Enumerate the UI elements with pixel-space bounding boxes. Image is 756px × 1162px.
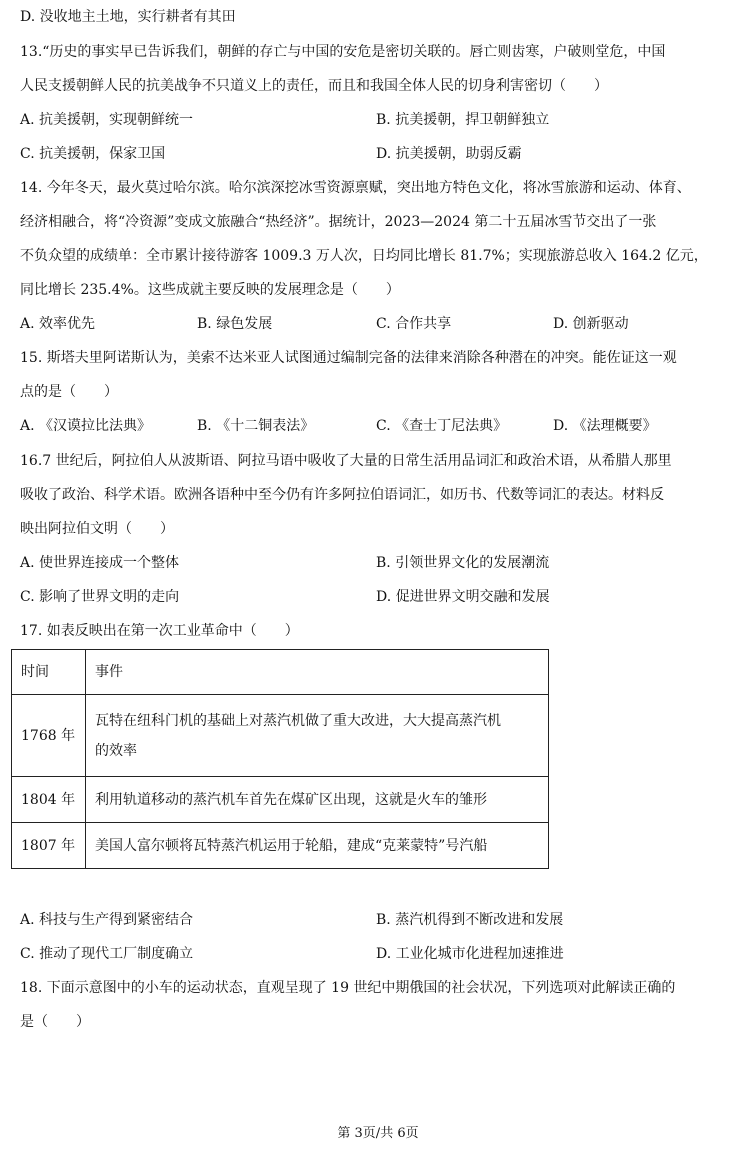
q13-stem-line-1: 13.“历史的事实早已告诉我们，朝鲜的存亡与中国的安危是密切关联的。唇亡则齿寒，户破则堂危，中国 — [20, 44, 666, 60]
table-header-event: 事件 — [86, 650, 549, 695]
page-number: 第 3页/共 6页 — [337, 1126, 419, 1141]
q16-option-d: D. 促进世界文明交融和发展 — [376, 589, 550, 605]
q15-option-d: D. 《法理概要》 — [553, 418, 657, 434]
q17-option-c: C. 推动了现代工厂制度确立 — [20, 946, 194, 962]
q13-option-c: C. 抗美援朝，保家卫国 — [20, 146, 166, 162]
table-cell-event: 美国人富尔顿将瓦特蒸汽机运用于轮船，建成“克莱蒙特”号汽船 — [86, 823, 549, 869]
q14-option-a: A. 效率优先 — [20, 316, 96, 332]
q14-stem-line-4: 同比增长 235.4%。这些成就主要反映的发展理念是（ ） — [20, 282, 400, 298]
q13-option-b: B. 抗美援朝，捍卫朝鲜独立 — [376, 112, 550, 128]
q15-option-b: B. 《十二铜表法》 — [197, 418, 315, 434]
q16-stem-line-2: 吸收了政治、科学术语。欧洲各语种中至今仍有许多阿拉伯语词汇，如历书、代数等词汇的表达。材料反 — [20, 487, 664, 503]
q16-option-c: C. 影响了世界文明的走向 — [20, 589, 180, 605]
q14-stem-line-3: 不负众望的成绩单：全市累计接待游客 1009.3 万人次，日均同比增长 81.7%；实现旅游总收入 164.2 亿元， — [20, 248, 708, 264]
q16-stem-line-3: 映出阿拉伯文明（ ） — [20, 521, 174, 537]
q17-option-b: B. 蒸汽机得到不断改进和发展 — [376, 912, 564, 928]
q13-option-a: A. 抗美援朝，实现朝鲜统一 — [20, 112, 194, 128]
event-text-line: 的效率 — [95, 742, 137, 759]
q18-stem-line-2: 是（ ） — [20, 1014, 90, 1030]
q13-stem-line-2: 人民支援朝鲜人民的抗美战争不只道义上的责任，而且和我国全体人民的切身利害密切（ ） — [20, 78, 608, 94]
table-cell-event: 利用轨道移动的蒸汽机车首先在煤矿区出现，这就是火车的雏形 — [86, 777, 549, 823]
q12-option-d: D. 没收地主土地，实行耕者有其田 — [20, 9, 236, 25]
q15-stem-line-1: 15. 斯塔夫里阿诺斯认为，美索不达米亚人试图通过编制完备的法律来消除各种潜在的冲突。能佐证这一观 — [20, 350, 677, 366]
event-text-line: 瓦特在纽科门机的基础上对蒸汽机做了重大改进，大大提高蒸汽机 — [95, 712, 501, 729]
table-cell-time: 1804 年 — [12, 777, 86, 823]
table-cell-event — [86, 695, 549, 777]
q14-option-d: D. 创新驱动 — [553, 316, 629, 332]
q18-stem-line-1: 18. 下面示意图中的小车的运动状态，直观呈现了 19 世纪中期俄国的社会状况，下列选项对此解读正确的 — [20, 980, 676, 996]
q17-option-a: A. 科技与生产得到紧密结合 — [20, 912, 194, 928]
q16-option-b: B. 引领世界文化的发展潮流 — [376, 555, 550, 571]
table-header-row — [12, 650, 549, 695]
q16-stem-line-1: 16.7 世纪后，阿拉伯人从波斯语、阿拉马语中吸收了大量的日常生活用品词汇和政治术语，从希腊人那里 — [20, 453, 672, 469]
q14-stem-line-2: 经济相融合，将“冷资源”变成文旅融合“热经济”。据统计，2023—2024 第二十五届冰雪节交出了一张 — [20, 214, 657, 230]
table-row — [12, 823, 549, 869]
table-cell-time: 1768 年 — [12, 695, 86, 777]
q17-stem: 17. 如表反映出在第一次工业革命中（ ） — [20, 623, 299, 639]
q15-option-a: A. 《汉谟拉比法典》 — [20, 418, 152, 434]
q17-option-d: D. 工业化城市化进程加速推进 — [376, 946, 564, 962]
q15-option-c: C. 《查士丁尼法典》 — [376, 418, 508, 434]
q13-option-d: D. 抗美援朝，助弱反霸 — [376, 146, 522, 162]
q14-stem-line-1: 14. 今年冬天，最火莫过哈尔滨。哈尔滨深挖冰雪资源禀赋，突出地方特色文化，将冰雪旅游和运动、体育、 — [20, 180, 691, 196]
table-row — [12, 695, 549, 777]
q14-option-c: C. 合作共享 — [376, 316, 452, 332]
table-row — [12, 777, 549, 823]
q15-stem-line-2: 点的是（ ） — [20, 384, 118, 400]
q14-option-b: B. 绿色发展 — [197, 316, 273, 332]
industrial-revolution-table — [11, 649, 549, 869]
table-header-time: 时间 — [12, 650, 86, 695]
table-cell-time: 1807 年 — [12, 823, 86, 869]
q16-option-a: A. 使世界连接成一个整体 — [20, 555, 180, 571]
